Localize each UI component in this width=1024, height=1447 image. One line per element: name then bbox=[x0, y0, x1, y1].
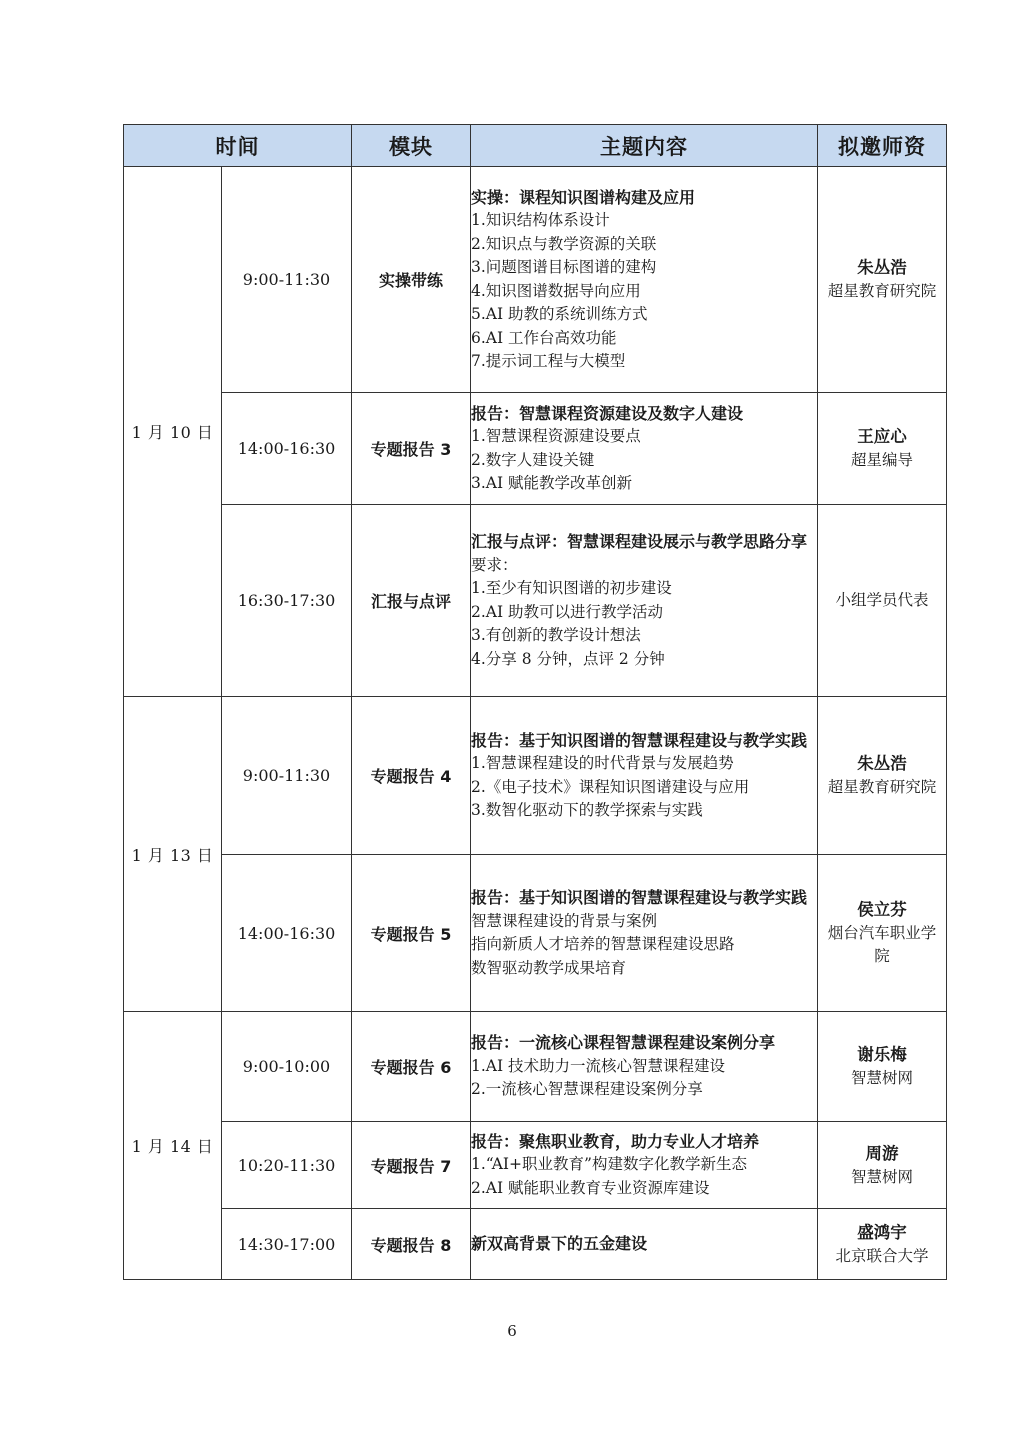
content-line: 2.AI 赋能职业教育专业资源库建设 bbox=[471, 1178, 710, 1197]
content-line: 智慧课程建设的背景与案例 bbox=[471, 911, 658, 930]
header-speaker: 拟邀师资 bbox=[818, 125, 947, 167]
table-row bbox=[124, 1122, 947, 1209]
speaker-cell bbox=[818, 1122, 947, 1209]
content-cell bbox=[471, 167, 818, 393]
module-cell: 专题报告 5 bbox=[352, 855, 471, 1012]
date-cell: 1 月 14 日 bbox=[124, 1012, 222, 1280]
speaker-cell bbox=[818, 505, 947, 697]
speaker-name: 王应心 bbox=[857, 427, 907, 446]
speaker-cell bbox=[818, 1209, 947, 1280]
time-cell: 9:00-11:30 bbox=[222, 697, 352, 855]
content-cell bbox=[471, 1012, 818, 1122]
content-line: 2.AI 助教可以进行教学活动 bbox=[471, 602, 664, 621]
module-cell: 汇报与点评 bbox=[352, 505, 471, 697]
speaker-name: 盛鸿宇 bbox=[857, 1222, 907, 1242]
content-line: 2.知识点与教学资源的关联 bbox=[471, 234, 657, 253]
table-row bbox=[124, 1012, 947, 1122]
speaker-name: 周游 bbox=[865, 1143, 899, 1163]
table-row bbox=[124, 393, 947, 505]
content-line: 数智驱动教学成果培育 bbox=[471, 958, 627, 977]
content-line: 4.分享 8 分钟，点评 2 分钟 bbox=[471, 649, 665, 668]
content-line: 2.一流核心智慧课程建设案例分享 bbox=[471, 1080, 703, 1099]
content-cell bbox=[471, 855, 818, 1012]
table-row bbox=[124, 697, 947, 855]
speaker-cell bbox=[818, 167, 947, 393]
time-cell: 14:00-16:30 bbox=[222, 393, 352, 505]
content-line: 1.“AI+职业教育”构建数字化教学新生态 bbox=[471, 1155, 747, 1174]
content-cell bbox=[471, 505, 818, 697]
table-row bbox=[124, 505, 947, 697]
time-cell: 9:00-10:00 bbox=[222, 1012, 352, 1122]
speaker-name: 朱丛浩 bbox=[857, 258, 907, 277]
content-cell bbox=[471, 697, 818, 855]
time-cell: 16:30-17:30 bbox=[222, 505, 352, 697]
content-line: 3.AI 赋能教学改革创新 bbox=[471, 474, 633, 492]
content-line: 3.问题图谱目标图谱的建构 bbox=[471, 258, 657, 276]
speaker-cell bbox=[818, 697, 947, 855]
time-cell: 14:00-16:30 bbox=[222, 855, 352, 1012]
table-row bbox=[124, 1209, 947, 1280]
content-cell bbox=[471, 1209, 818, 1280]
speaker-org: 烟台汽车职业学院 bbox=[827, 924, 937, 965]
content-title: 报告：基于知识图谱的智慧课程建设与教学实践 bbox=[471, 888, 808, 907]
content-title: 报告：基于知识图谱的智慧课程建设与教学实践 bbox=[471, 730, 808, 750]
module-cell: 实操带练 bbox=[352, 167, 471, 393]
speaker-name: 谢乐梅 bbox=[857, 1045, 907, 1064]
content-title: 报告：智慧课程资源建设及数字人建设 bbox=[471, 403, 744, 423]
content-line: 1.智慧课程建设的时代背景与发展趋势 bbox=[471, 754, 734, 772]
schedule-table bbox=[123, 124, 947, 1280]
time-cell: 14:30-17:00 bbox=[222, 1209, 352, 1280]
header-time: 时间 bbox=[124, 125, 352, 167]
table-row bbox=[124, 855, 947, 1012]
content-line: 要求： bbox=[471, 555, 518, 574]
date-cell: 1 月 10 日 bbox=[124, 167, 222, 697]
content-line: 4.知识图谱数据导向应用 bbox=[471, 281, 641, 300]
content-title: 汇报与点评：智慧课程建设展示与教学思路分享 bbox=[471, 532, 808, 551]
content-title: 实操：课程知识图谱构建及应用 bbox=[471, 187, 696, 207]
content-line: 3.数智化驱动下的教学探索与实践 bbox=[471, 801, 703, 819]
module-cell: 专题报告 4 bbox=[352, 697, 471, 855]
page-number: 6 bbox=[507, 1322, 517, 1340]
speaker-name: 侯立芬 bbox=[857, 900, 907, 919]
date-cell: 1 月 13 日 bbox=[124, 697, 222, 1012]
content-title: 报告：一流核心课程智慧课程建设案例分享 bbox=[471, 1033, 776, 1053]
speaker-cell bbox=[818, 393, 947, 505]
speaker-org: 超星教育研究院 bbox=[827, 778, 937, 796]
content-line: 5.AI 助教的系统训练方式 bbox=[471, 305, 648, 323]
content-title: 报告：聚焦职业教育，助力专业人才培养 bbox=[471, 1131, 760, 1151]
content-line: 2.《电子技术》课程知识图谱建设与应用 bbox=[471, 777, 750, 796]
speaker-name: 朱丛浩 bbox=[857, 754, 907, 773]
content-line: 1.至少有知识图谱的初步建设 bbox=[471, 579, 672, 597]
content-line: 指向新质人才培养的智慧课程建设思路 bbox=[471, 935, 735, 953]
speaker-cell bbox=[818, 1012, 947, 1122]
time-cell: 10:20-11:30 bbox=[222, 1122, 352, 1209]
time-cell: 9:00-11:30 bbox=[222, 167, 352, 393]
module-cell: 专题报告 8 bbox=[352, 1209, 471, 1280]
speaker-org: 北京联合大学 bbox=[835, 1246, 929, 1265]
content-line: 1.AI 技术助力一流核心智慧课程建设 bbox=[471, 1056, 726, 1075]
content-line: 6.AI 工作台高效功能 bbox=[471, 328, 617, 347]
header-row bbox=[124, 125, 947, 167]
speaker-org: 超星编导 bbox=[850, 451, 913, 469]
content-line: 3.有创新的教学设计想法 bbox=[471, 626, 641, 644]
speaker-org: 小组学员代表 bbox=[835, 591, 929, 609]
content-cell bbox=[471, 1122, 818, 1209]
speaker-cell bbox=[818, 855, 947, 1012]
content-line: 1.智慧课程资源建设要点 bbox=[471, 427, 641, 445]
content-line: 2.数字人建设关键 bbox=[471, 450, 595, 469]
content-line: 1.知识结构体系设计 bbox=[471, 211, 610, 229]
speaker-org: 超星教育研究院 bbox=[827, 282, 937, 300]
speaker-org: 智慧树网 bbox=[850, 1167, 913, 1186]
module-cell: 专题报告 6 bbox=[352, 1012, 471, 1122]
module-cell: 专题报告 7 bbox=[352, 1122, 471, 1209]
module-cell: 专题报告 3 bbox=[352, 393, 471, 505]
header-module: 模块 bbox=[352, 125, 471, 167]
content-cell bbox=[471, 393, 818, 505]
content-title: 新双高背景下的五金建设 bbox=[471, 1234, 648, 1254]
content-line: 7.提示词工程与大模型 bbox=[471, 352, 626, 370]
table-row bbox=[124, 167, 947, 393]
header-content: 主题内容 bbox=[471, 125, 818, 167]
speaker-org: 智慧树网 bbox=[850, 1069, 913, 1087]
